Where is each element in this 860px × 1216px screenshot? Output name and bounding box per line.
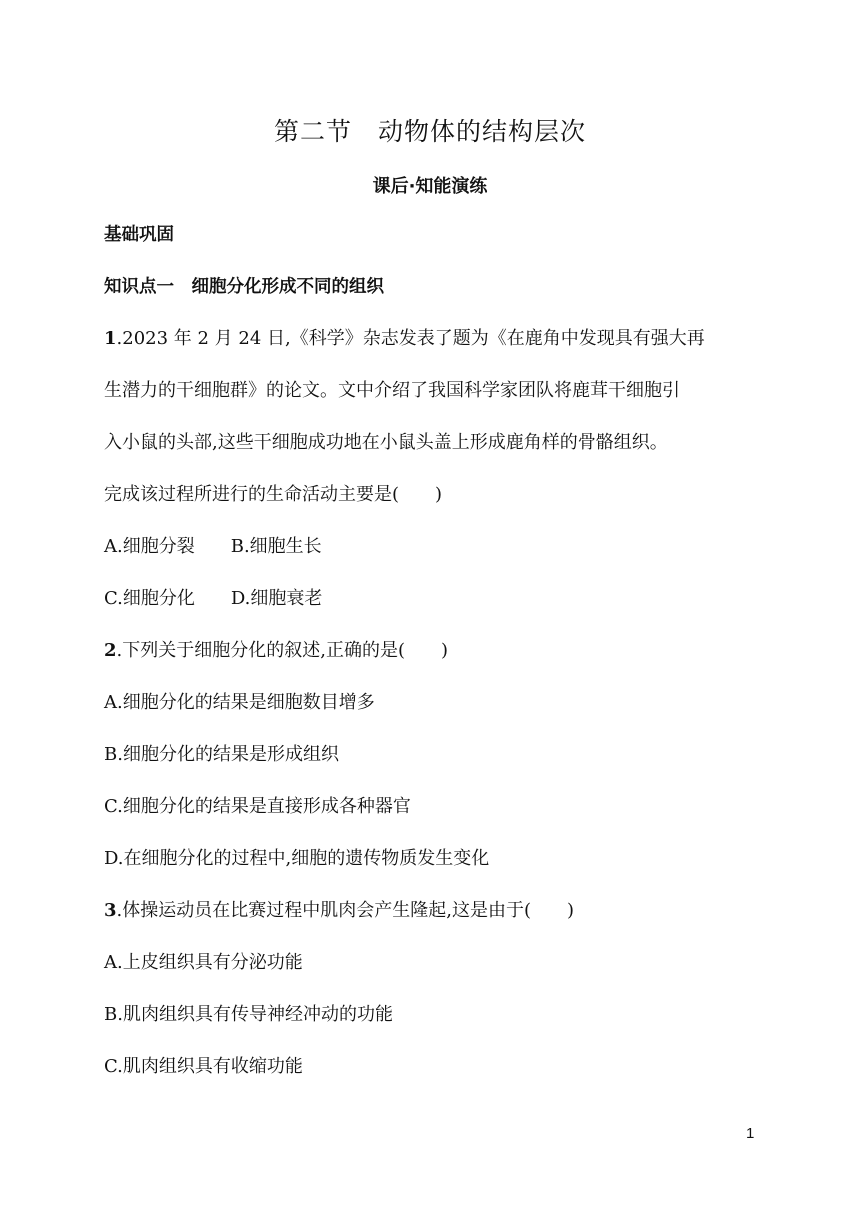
question-3-option-c: C.肌肉组织具有收缩功能 (104, 1056, 303, 1077)
question-1-text: .2023 年 2 月 24 日,《科学》杂志发表了题为《在鹿角中发现具有强大再 (116, 328, 705, 349)
page-number: 1 (746, 1125, 755, 1142)
question-1-options-row-2 (104, 587, 322, 611)
question-3-stem (104, 899, 574, 923)
option-c: C.细胞分化 (104, 588, 195, 609)
close-paren: ) (435, 484, 443, 505)
question-3-number: 3 (104, 900, 117, 921)
question-1-line-2: 生潜力的干细胞群》的论文。文中介绍了我国科学家团队将鹿茸干细胞引 (104, 380, 680, 401)
question-1-line-3: 入小鼠的头部,这些干细胞成功地在小鼠头盖上形成鹿角样的骨骼组织。 (104, 432, 668, 453)
question-1-options-row-1 (104, 535, 322, 559)
question-1-number: 1 (104, 328, 117, 349)
question-1-line-1 (104, 327, 705, 351)
page-subtitle: 课后·知能演练 (372, 176, 488, 197)
page-title: 第二节 动物体的结构层次 (273, 117, 586, 146)
question-3-option-a: A.上皮组织具有分泌功能 (104, 952, 303, 973)
close-paren: ) (441, 640, 449, 661)
question-2-stem (104, 639, 448, 663)
option-d: D.细胞衰老 (230, 588, 323, 609)
knowledge-point-heading: 知识点一 细胞分化形成不同的组织 (104, 277, 384, 297)
question-3-option-b: B.肌肉组织具有传导神经冲动的功能 (104, 1004, 393, 1025)
option-a: A.细胞分裂 (104, 536, 195, 557)
question-3-text: .体操运动员在比赛过程中肌肉会产生隆起,这是由于( (116, 900, 531, 921)
question-2-option-a: A.细胞分化的结果是细胞数目增多 (104, 692, 375, 713)
question-2-option-d: D.在细胞分化的过程中,细胞的遗传物质发生变化 (104, 848, 490, 869)
question-2-option-b: B.细胞分化的结果是形成组织 (104, 744, 339, 765)
option-b: B.细胞生长 (230, 536, 322, 557)
section-heading: 基础巩固 (104, 225, 174, 245)
question-2-number: 2 (104, 640, 117, 661)
close-paren: ) (567, 900, 575, 921)
question-1-line-4 (104, 483, 442, 507)
question-2-option-c: C.细胞分化的结果是直接形成各种器官 (104, 796, 411, 817)
question-1-stem: 完成该过程所进行的生命活动主要是( (104, 484, 400, 505)
question-2-text: .下列关于细胞分化的叙述,正确的是( (116, 640, 405, 661)
